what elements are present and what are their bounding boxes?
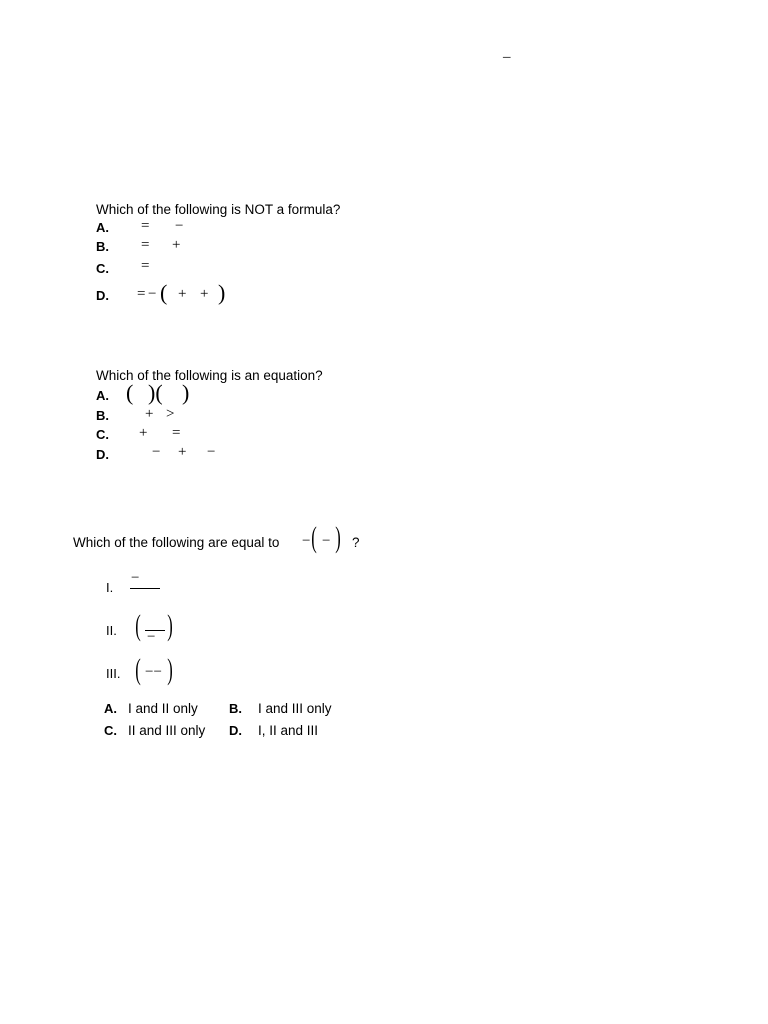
question-2-option-c-symbol: = — [172, 425, 181, 441]
question-1-option-d-label: D. — [96, 288, 109, 303]
question-2-option-a-symbol: ( — [126, 380, 134, 405]
question-3-prompt: Which of the following are equal to — [73, 535, 280, 550]
question-2-option-a-symbol: )( — [148, 380, 163, 405]
question-1-option-b-symbol: = — [141, 237, 150, 253]
statement-3-label: III. — [106, 666, 121, 681]
question-1-option-a-symbol: = — [141, 218, 150, 234]
question-2-option-b-symbol: + — [145, 406, 154, 422]
statement-1-symbol: − — [131, 570, 140, 586]
question-2-option-c-symbol: + — [139, 425, 148, 441]
question-3-expr-symbol: ( — [311, 521, 317, 554]
statement-1-fraction-bar — [130, 588, 160, 589]
statement-2-symbol: ( — [135, 609, 141, 642]
question-2-option-d-symbol: − — [207, 444, 216, 460]
statement-2-symbol: ) — [167, 609, 173, 642]
answer-d-label: D. — [229, 723, 242, 738]
question-2-option-d-symbol: + — [178, 444, 187, 460]
header-mark: – — [503, 49, 511, 65]
question-1-option-d-symbol: − — [148, 286, 157, 302]
question-3-prompt-end: ? — [352, 535, 360, 550]
question-1-option-d-symbol: ( — [160, 280, 168, 305]
question-1-option-b-label: B. — [96, 239, 109, 254]
question-3-expr-symbol: ) — [335, 521, 341, 554]
statement-3-symbol: ) — [167, 653, 173, 686]
answer-b-label: B. — [229, 701, 242, 716]
statement-1-label: I. — [106, 580, 114, 595]
answer-b-text: I and III only — [258, 701, 332, 716]
statement-2-symbol: − — [147, 629, 156, 645]
question-2-option-c-label: C. — [96, 427, 109, 442]
question-2-prompt: Which of the following is an equation? — [96, 368, 323, 383]
answer-a-text: I and II only — [128, 701, 198, 716]
question-1-prompt: Which of the following is NOT a formula? — [96, 202, 341, 217]
answer-c-text: II and III only — [128, 723, 206, 738]
question-2-option-d-symbol: − — [152, 444, 161, 460]
question-1-option-a-symbol: − — [175, 218, 184, 234]
answer-c-label: C. — [104, 723, 117, 738]
question-2-option-b-label: B. — [96, 408, 109, 423]
question-1-option-c-label: C. — [96, 261, 109, 276]
question-1-option-c-symbol: = — [141, 258, 150, 274]
question-2-option-d-label: D. — [96, 447, 109, 462]
statement-3-symbol: −− — [145, 664, 162, 680]
question-3-expr-symbol: − — [302, 533, 311, 549]
answer-a-label: A. — [104, 701, 117, 716]
question-1-option-d-symbol: + — [200, 286, 209, 302]
question-1-option-d-symbol: + — [178, 286, 187, 302]
question-1-option-b-symbol: + — [172, 237, 181, 253]
statement-2-label: II. — [106, 623, 117, 638]
question-1-option-d-symbol: = — [137, 286, 146, 302]
question-2-option-b-symbol: > — [166, 406, 175, 422]
question-2-option-a-symbol: ) — [182, 380, 190, 405]
question-1-option-a-label: A. — [96, 220, 109, 235]
question-2-option-a-label: A. — [96, 388, 109, 403]
statement-3-symbol: ( — [135, 653, 141, 686]
question-3-expr-symbol: − — [322, 533, 331, 549]
question-1-option-d-symbol: ) — [218, 280, 226, 305]
answer-d-text: I, II and III — [258, 723, 319, 738]
